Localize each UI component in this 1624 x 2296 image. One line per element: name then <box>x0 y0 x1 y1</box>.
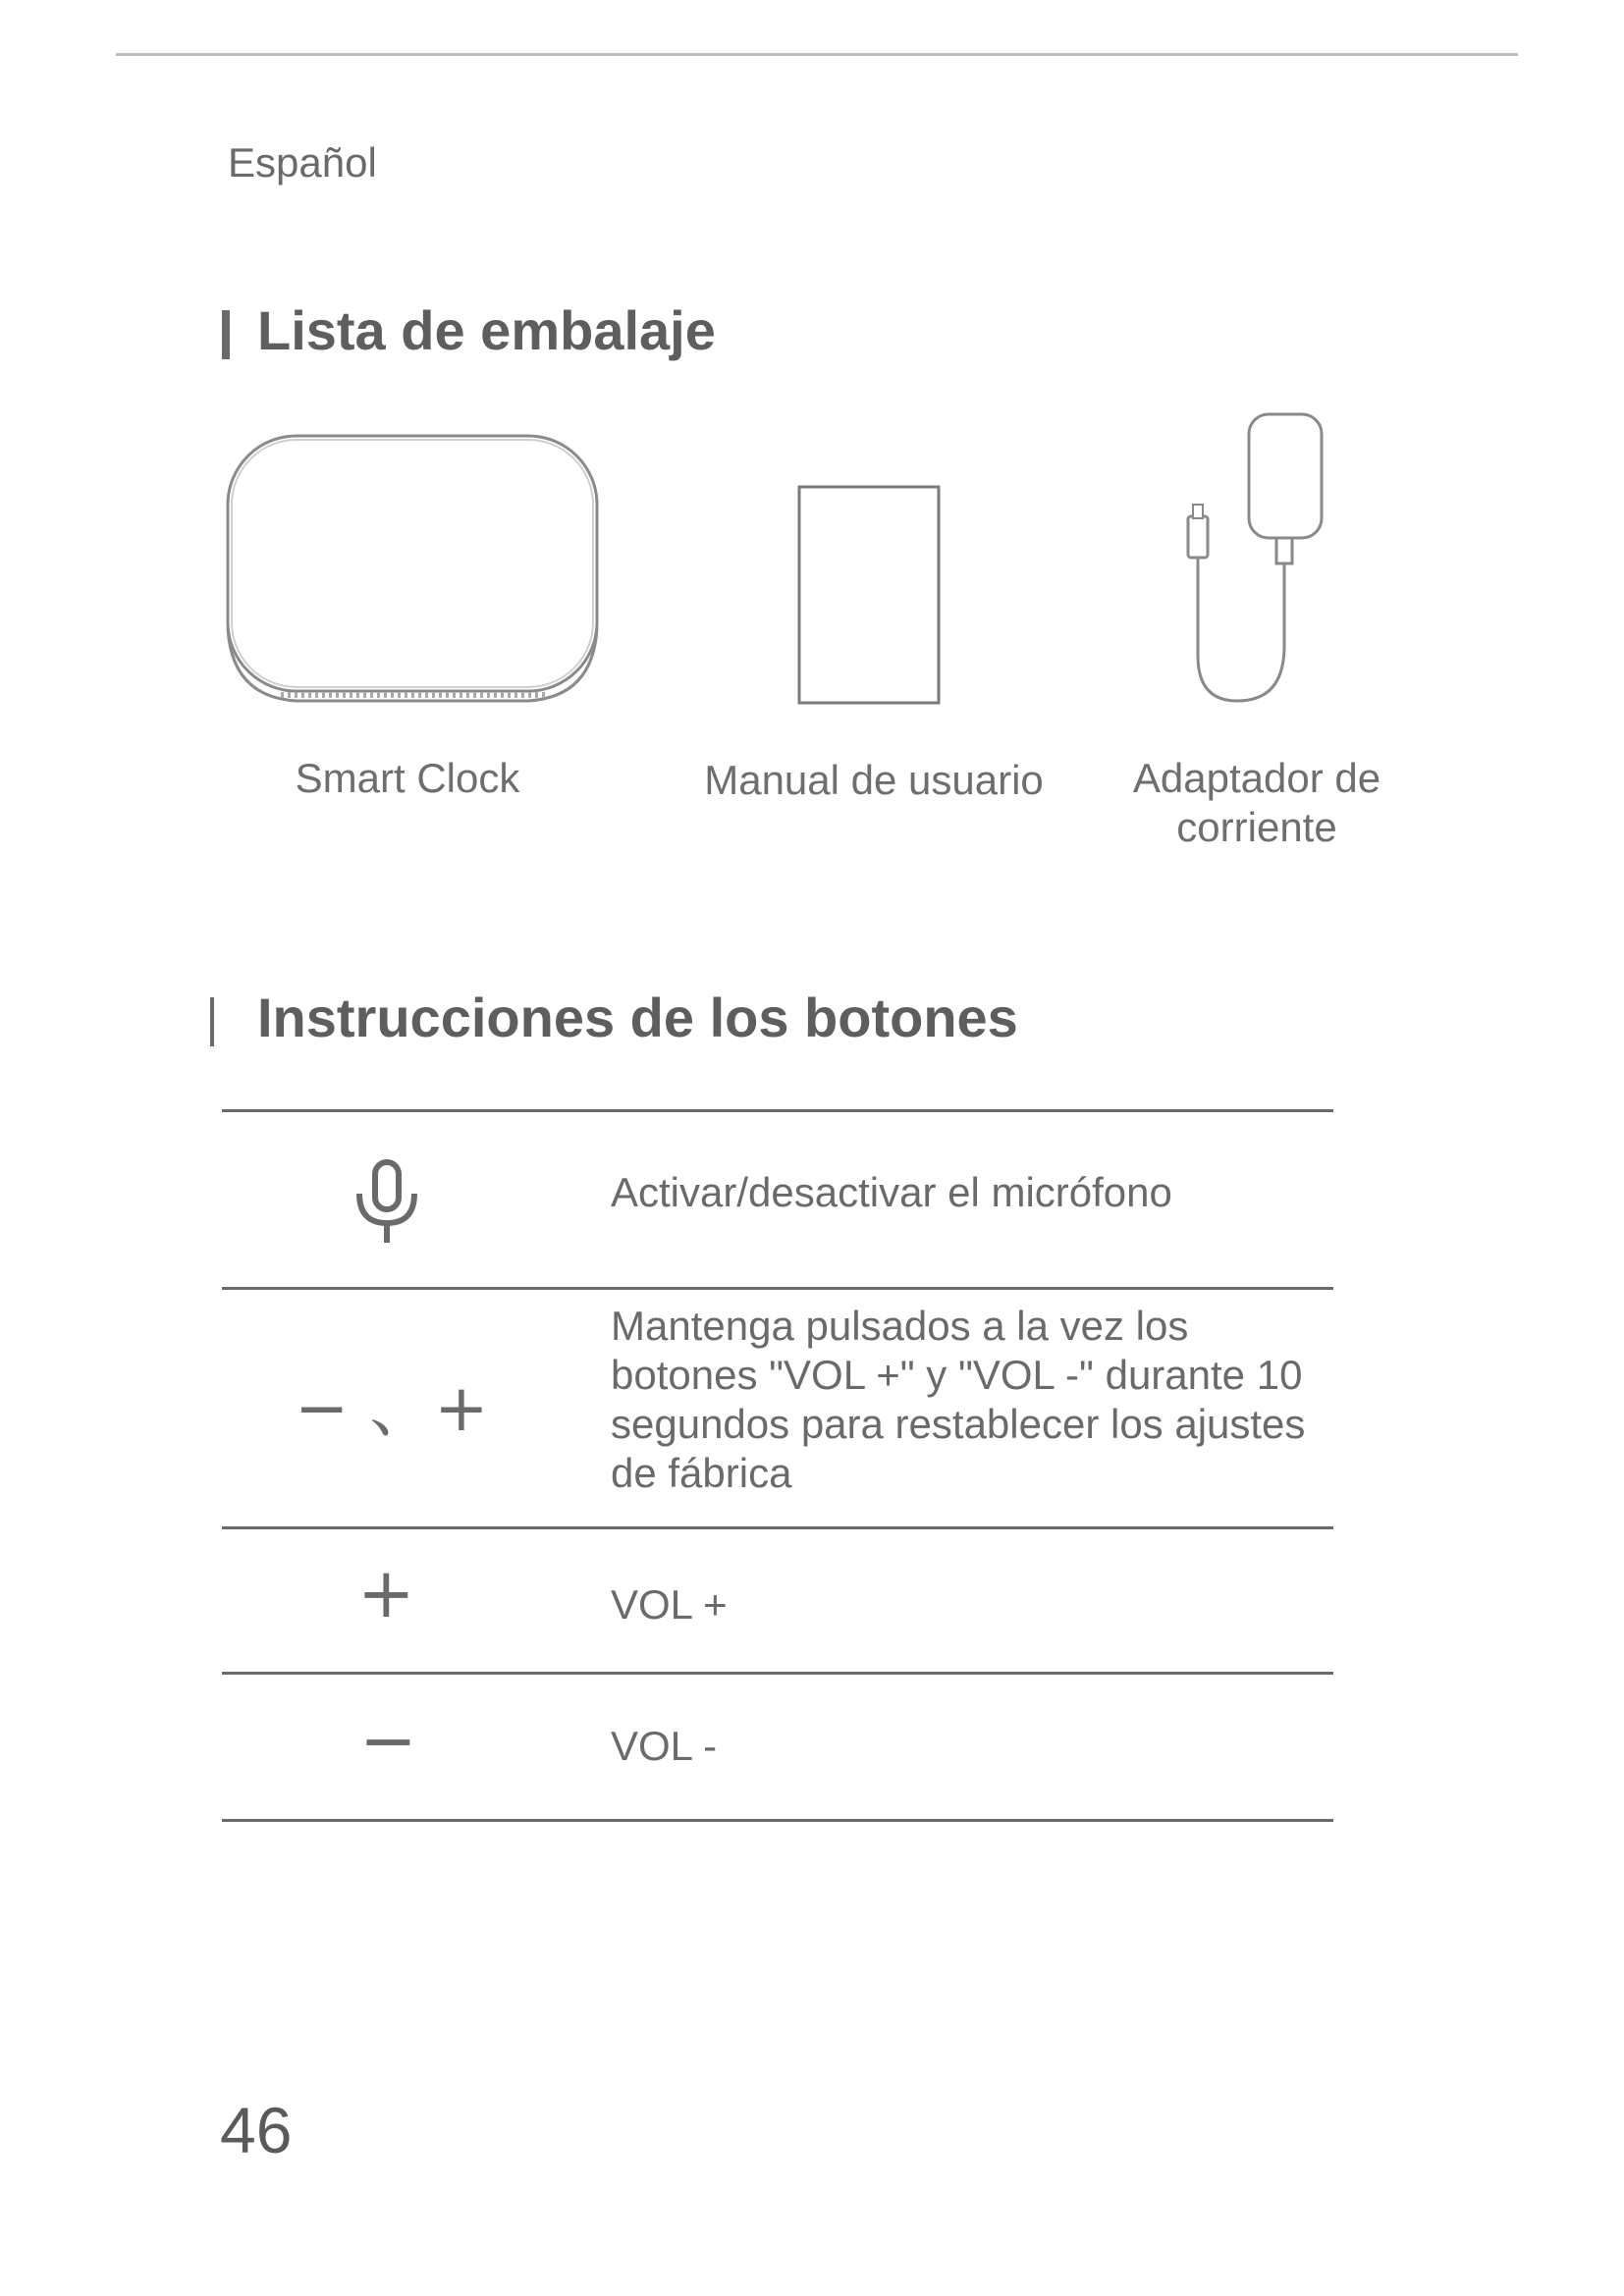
packing-list-title: Lista de embalaje <box>257 299 716 361</box>
manual-illustration <box>795 483 943 709</box>
manual-label: Manual de usuario <box>704 757 1044 803</box>
table-divider <box>222 1819 1333 1822</box>
plus-icon: + <box>357 1553 415 1633</box>
language-label: Español <box>228 139 377 186</box>
section-marker <box>210 997 214 1046</box>
reset-description-line: segundos para restablecer los ajustes <box>611 1401 1306 1447</box>
page-number: 46 <box>220 2094 293 2166</box>
power-adapter-illustration <box>1139 410 1335 715</box>
power-adapter-label-line2: corriente <box>1176 804 1337 850</box>
table-divider <box>222 1526 1333 1529</box>
power-adapter-label <box>1100 754 1414 852</box>
minus-icon: − <box>359 1700 417 1781</box>
buttons-title: Instrucciones de los botones <box>257 987 1018 1048</box>
smart-clock-label: Smart Clock <box>295 755 520 801</box>
smart-clock-illustration <box>222 432 605 707</box>
power-adapter-label-line1: Adaptador de <box>1132 755 1381 801</box>
mic-description: Activar/desactivar el micrófono <box>611 1169 1172 1215</box>
reset-description-line: de fábrica <box>611 1450 792 1496</box>
table-divider <box>222 1287 1333 1290</box>
vol-up-description: VOL + <box>611 1581 728 1628</box>
vol-down-description: VOL - <box>611 1723 718 1769</box>
reset-description <box>611 1302 1305 1498</box>
minus-plus-icon: − 、+ <box>295 1370 489 1446</box>
table-divider <box>222 1672 1333 1675</box>
table-divider <box>222 1109 1333 1112</box>
reset-description-line: Mantenga pulsados a la vez los <box>611 1303 1189 1349</box>
microphone-icon <box>353 1158 420 1247</box>
reset-description-line: botones "VOL +" y "VOL -" durante 10 <box>611 1352 1303 1398</box>
top-divider <box>116 53 1518 56</box>
section-marker <box>222 310 230 359</box>
